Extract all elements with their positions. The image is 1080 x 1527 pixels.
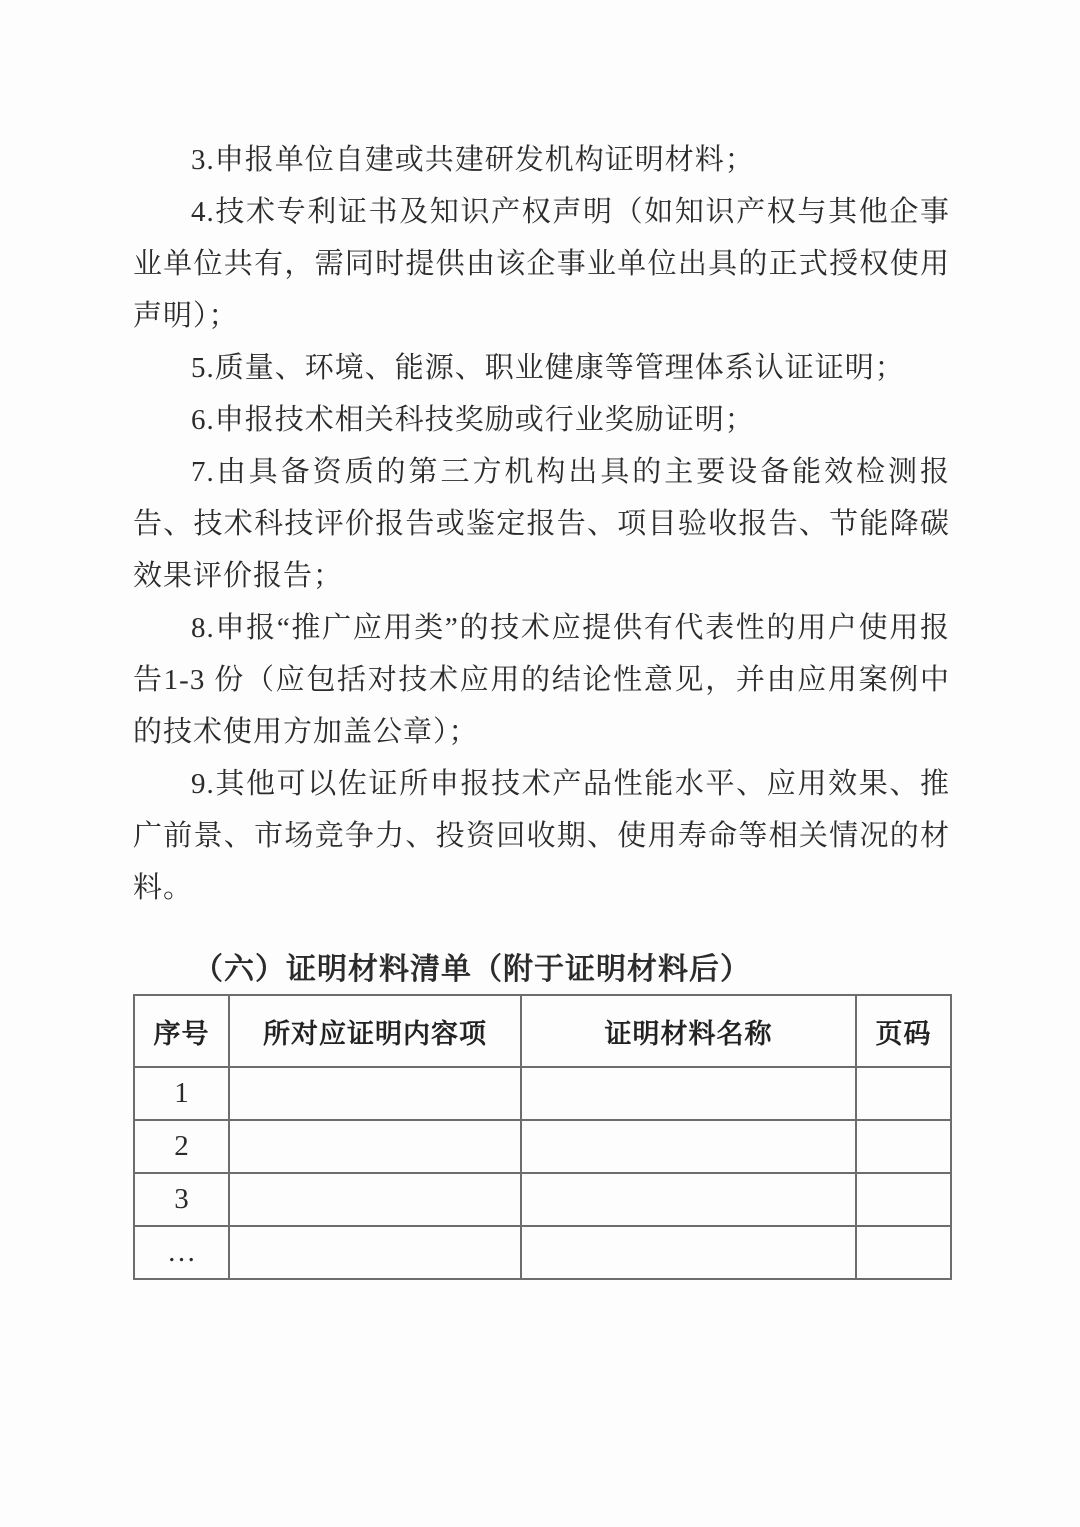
table-cell-content-item	[229, 1067, 521, 1120]
table-cell-content-item	[229, 1226, 521, 1279]
table-header-row	[134, 995, 951, 1067]
list-item-8: 8.申报“推广应用类”的技术应提供有代表性的用户使用报告1-3 份（应包括对技术应用的结论性意见，并由应用案例中的技术使用方加盖公章）；	[133, 612, 950, 748]
list-item-9: 9.其他可以佐证所申报技术产品性能水平、应用效果、推广前景、市场竞争力、投资回收期、使用寿命等相关情况的材料。	[133, 768, 950, 904]
list-item-7: 7.由具备资质的第三方机构出具的主要设备能效检测报告、技术科技评价报告或鉴定报告、项目验收报告、节能降碳效果评价报告；	[133, 456, 950, 592]
table-cell-material-name	[521, 1226, 856, 1279]
list-item-6: 6.申报技术相关科技奖励或行业奖励证明；	[191, 404, 755, 436]
table-cell-content-item	[229, 1120, 521, 1173]
evidence-materials-table	[133, 994, 952, 1280]
document-content	[133, 134, 950, 1280]
table-row	[134, 1067, 951, 1120]
table-cell-content-item	[229, 1173, 521, 1226]
table-cell-index: 2	[134, 1120, 229, 1173]
table-cell-material-name	[521, 1120, 856, 1173]
list-item-4: 4.技术专利证书及知识产权声明（如知识产权与其他企事业单位共有，需同时提供由该企事业单位出具的正式授权使用声明）；	[133, 196, 950, 332]
list-item-5: 5.质量、环境、能源、职业健康等管理体系认证证明；	[191, 352, 905, 384]
table-cell-page-number	[856, 1067, 951, 1120]
table-cell-page-number	[856, 1226, 951, 1279]
table-cell-page-number	[856, 1173, 951, 1226]
table-header-index: 序号	[134, 995, 229, 1067]
list-item-3: 3.申报单位自建或共建研发机构证明材料；	[191, 144, 755, 176]
table-cell-page-number	[856, 1120, 951, 1173]
section-heading: （六）证明材料清单（附于证明材料后）	[193, 953, 751, 986]
table-row	[134, 1173, 951, 1226]
table-header-material-name: 证明材料名称	[521, 995, 856, 1067]
table-cell-index: …	[134, 1226, 229, 1279]
table-cell-material-name	[521, 1067, 856, 1120]
table-row	[134, 1120, 951, 1173]
table-header-content-item: 所对应证明内容项	[229, 995, 521, 1067]
table-cell-index: 3	[134, 1173, 229, 1226]
table-header-page-number: 页码	[856, 995, 951, 1067]
table-cell-index: 1	[134, 1067, 229, 1120]
table-cell-material-name	[521, 1173, 856, 1226]
table-row	[134, 1226, 951, 1279]
